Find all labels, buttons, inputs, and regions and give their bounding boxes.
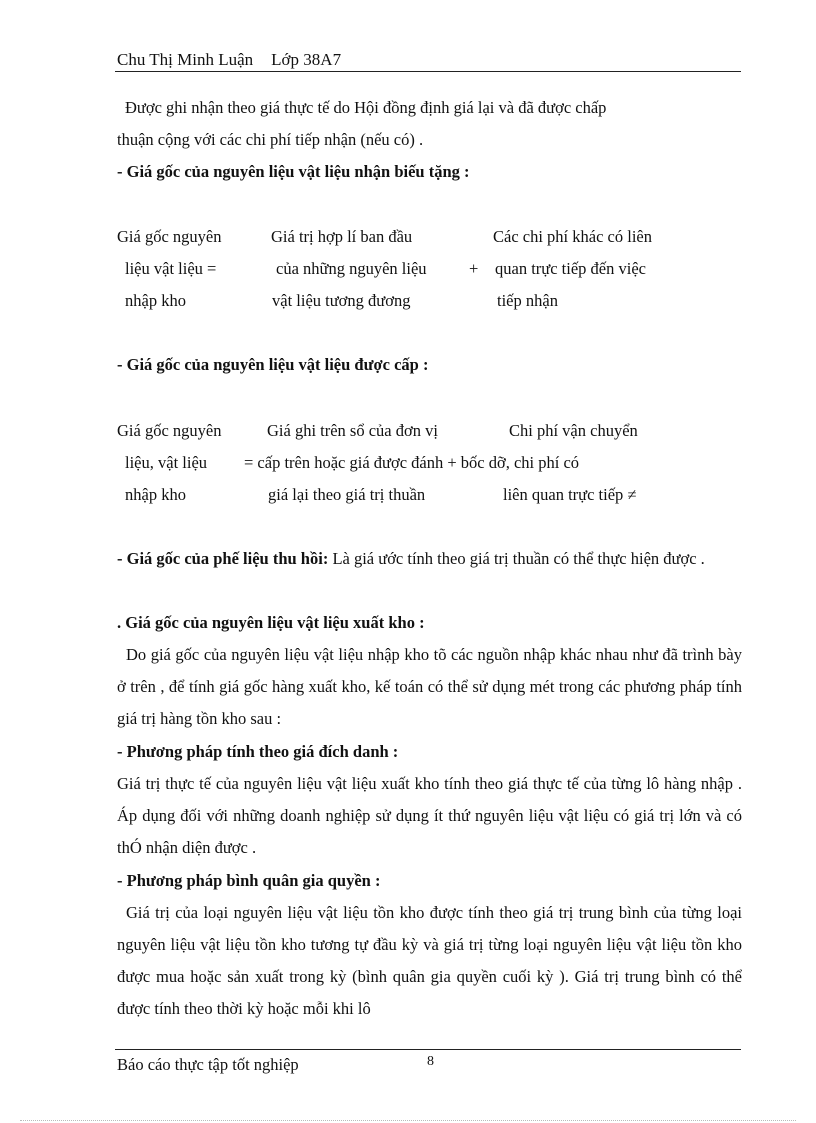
- granted-l1-c3: Chi phí vận chuyển: [509, 421, 638, 440]
- gift-plus: +: [469, 259, 479, 278]
- gift-c2-l2: của những nguyên liệu: [276, 259, 427, 278]
- scrap-text: Là giá ước tính theo giá trị thuần có thể thực hiện được .: [328, 549, 705, 568]
- page-bottom-border: [20, 1120, 796, 1121]
- para-weighted: Giá trị của loại nguyên liệu vật liệu tồn kho được tính theo giá trị trung bình của từng loại nguyên liệu vật liệu tồn kho tương tự đầu kỳ và giá trị từng loại nguyên liệu vật liệu tồn kho được mua hoặc sản xuất trong kỳ (bình quân gia quyền cuối kỳ ). Giá trị trung bình có thể được tính theo thời kỳ hoặc mỗi khi lô: [117, 903, 742, 1018]
- gift-c1-l2: liệu vật liệu =: [125, 259, 217, 278]
- gift-c3-l2: quan trực tiếp đến việc: [495, 259, 646, 278]
- para1-line2: thuận cộng với các chi phí tiếp nhận (nếu có) .: [117, 130, 424, 149]
- heading-granted: - Giá gốc của nguyên liệu vật liệu được cấp :: [117, 355, 429, 374]
- heading-gift: - Giá gốc của nguyên liệu vật liệu nhận biếu tặng :: [117, 162, 470, 181]
- header-class: Lớp 38A7: [271, 50, 342, 69]
- granted-l3-c1: nhập kho: [125, 485, 186, 504]
- footer-rule: [115, 1049, 741, 1050]
- gift-c3-l1: Các chi phí khác có liên: [493, 227, 652, 246]
- gift-c3-l3: tiếp nhận: [497, 291, 558, 310]
- granted-l3-c2: giá lại theo giá trị thuần: [268, 485, 426, 504]
- page-number: 8: [427, 1054, 434, 1069]
- gift-c2-l1: Giá trị hợp lí ban đầu: [271, 227, 413, 246]
- scrap-heading: - Giá gốc của phế liệu thu hồi:: [117, 549, 329, 568]
- header-author: Chu Thị Minh Luận: [117, 50, 254, 69]
- footer-title: Báo cáo thực tập tốt nghiệp: [117, 1055, 299, 1074]
- para-specific: Giá trị thực tế của nguyên liệu vật liệu xuất kho tính theo giá thực tế của từng lô hàng nhập . Áp dụng đối với những doanh nghiệp sử dụng ít thứ nguyên liệu vật liệu có giá trị lớn và có thÓ nhận diện được .: [117, 774, 742, 857]
- para-export: Do giá gốc của nguyên liệu vật liệu nhập kho tõ các nguồn nhập khác nhau như đã trình bày ở trên , để tính giá gốc hàng xuất kho, kế toán có thể sử dụng mét trong các phương pháp tính giá trị hàng tồn kho sau :: [117, 645, 742, 728]
- gift-c1-l1: Giá gốc nguyên: [117, 227, 222, 246]
- granted-l3-c3: liên quan trực tiếp ≠: [503, 485, 637, 504]
- page-header: [117, 49, 341, 71]
- scrap-paragraph: [117, 543, 742, 575]
- para1-line1: Được ghi nhận theo giá thực tế do Hội đồng định giá lại và đã được chấp: [125, 98, 607, 117]
- gift-c2-l3: vật liệu tương đương: [272, 291, 411, 310]
- heading-specific: - Phương pháp tính theo giá đích danh :: [117, 742, 399, 761]
- granted-l1-c1: Giá gốc nguyên: [117, 421, 222, 440]
- header-rule: [115, 71, 741, 72]
- granted-l1-c2: Giá ghi trên sổ của đơn vị: [267, 421, 438, 440]
- heading-weighted: - Phương pháp bình quân gia quyền :: [117, 871, 381, 890]
- granted-l2-c1: liệu, vật liệu: [125, 453, 208, 472]
- granted-l2-c2: = cấp trên hoặc giá được đánh + bốc dỡ, chi phí có: [244, 453, 580, 472]
- gift-c1-l3: nhập kho: [125, 291, 186, 310]
- heading-export: . Giá gốc của nguyên liệu vật liệu xuất kho :: [117, 613, 425, 632]
